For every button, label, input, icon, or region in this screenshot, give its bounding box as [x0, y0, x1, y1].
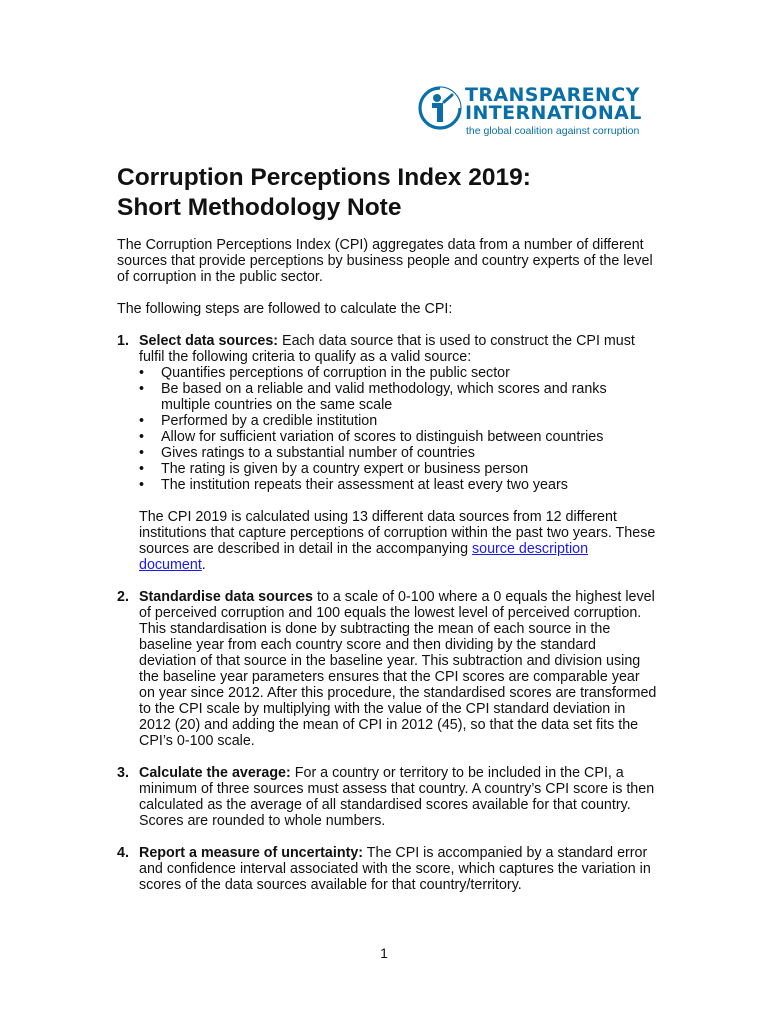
step-number: 3.	[117, 765, 129, 781]
steps-list	[117, 333, 657, 893]
step-heading: Calculate the average:	[139, 765, 291, 781]
source-description-link[interactable]: source description document	[139, 541, 589, 573]
step-number: 2.	[117, 589, 129, 605]
logo-line-transparency: TRANSPARENCY	[465, 84, 640, 106]
data-sources-end: .	[201, 557, 206, 573]
document-body	[117, 237, 657, 909]
logo-mark-icon	[418, 86, 462, 130]
list-item: • Performed by a credible institution	[161, 413, 657, 429]
step-1	[117, 333, 657, 573]
step-text	[139, 333, 657, 365]
step-heading: Standardise data sources	[139, 589, 314, 605]
logo-tagline: the global coalition against corruption	[466, 125, 640, 137]
step-heading: Select data sources:	[139, 333, 279, 349]
step-text	[139, 845, 657, 893]
page-title	[117, 163, 531, 223]
data-sources-paragraph	[139, 509, 657, 573]
list-item: • Allow for sufficient variation of scores to distinguish between countries	[161, 429, 657, 445]
step-3	[117, 765, 657, 829]
step-heading: Report a measure of uncertainty:	[139, 845, 364, 861]
step-number: 4.	[117, 845, 129, 861]
criteria-list	[139, 365, 657, 493]
list-item: • The rating is given by a country expert or business person	[161, 461, 657, 477]
step-body: For a country or territory to be included in the CPI, a minimum of three sources must assess that country. A country’s CPI score is then calculated as the average of all standardised scores available for that country. Scores are rounded to whole numbers.	[139, 765, 655, 829]
step-body: Each data source that is used to construct the CPI must fulfil the following criteria to qualify as a valid source:	[139, 333, 635, 365]
list-item: • The institution repeats their assessment at least every two years	[161, 477, 657, 493]
transparency-international-logo	[418, 84, 658, 140]
list-item: • Be based on a reliable and valid methodology, which scores and ranks multiple countries on the same scale	[161, 381, 657, 413]
title-line-2: Short Methodology Note	[117, 194, 402, 221]
title-line-1: Corruption Perceptions Index 2019:	[117, 164, 531, 191]
step-body: to a scale of 0-100 where a 0 equals the highest level of perceived corruption and 100 equals the lowest level of perceived corruption. This standardisation is done by subtracting the mean of each source in the baseline year from each country score and then dividing by the standard deviation of that source in the baseline year. This subtraction and division using the baseline year parameters ensures that the CPI scores are comparable year on year since 2012. After this procedure, the standardised scores are transformed to the CPI scale by multiplying with the value of the CPI standard deviation in 2012 (20) and adding the mean of CPI in 2012 (45), so that the data set fits the CPI’s 0-100 scale.	[139, 589, 657, 749]
logo-line-international: INTERNATIONAL	[465, 102, 642, 124]
steps-intro: The following steps are followed to calculate the CPI:	[117, 301, 453, 317]
page-number: 1	[380, 945, 388, 961]
step-4	[117, 845, 657, 893]
step-number: 1.	[117, 333, 129, 349]
step-text	[139, 589, 657, 749]
list-item: • Quantifies perceptions of corruption in the public sector	[161, 365, 657, 381]
step-2	[117, 589, 657, 749]
step-body: The CPI is accompanied by a standard error and confidence interval associated with the score, which captures the variation in scores of the data sources available for that country/territory.	[139, 845, 651, 893]
data-sources-text: The CPI 2019 is calculated using 13 different data sources from 12 different institutions that capture perceptions of corruption within the past two years. These sources are described in detail in the accompanying	[139, 509, 656, 557]
intro-paragraph: The Corruption Perceptions Index (CPI) aggregates data from a number of different sources that provide perceptions by business people and country experts of the level of corruption in the public sector.	[117, 237, 653, 285]
list-item: • Gives ratings to a substantial number of countries	[161, 445, 657, 461]
step-text	[139, 765, 657, 829]
